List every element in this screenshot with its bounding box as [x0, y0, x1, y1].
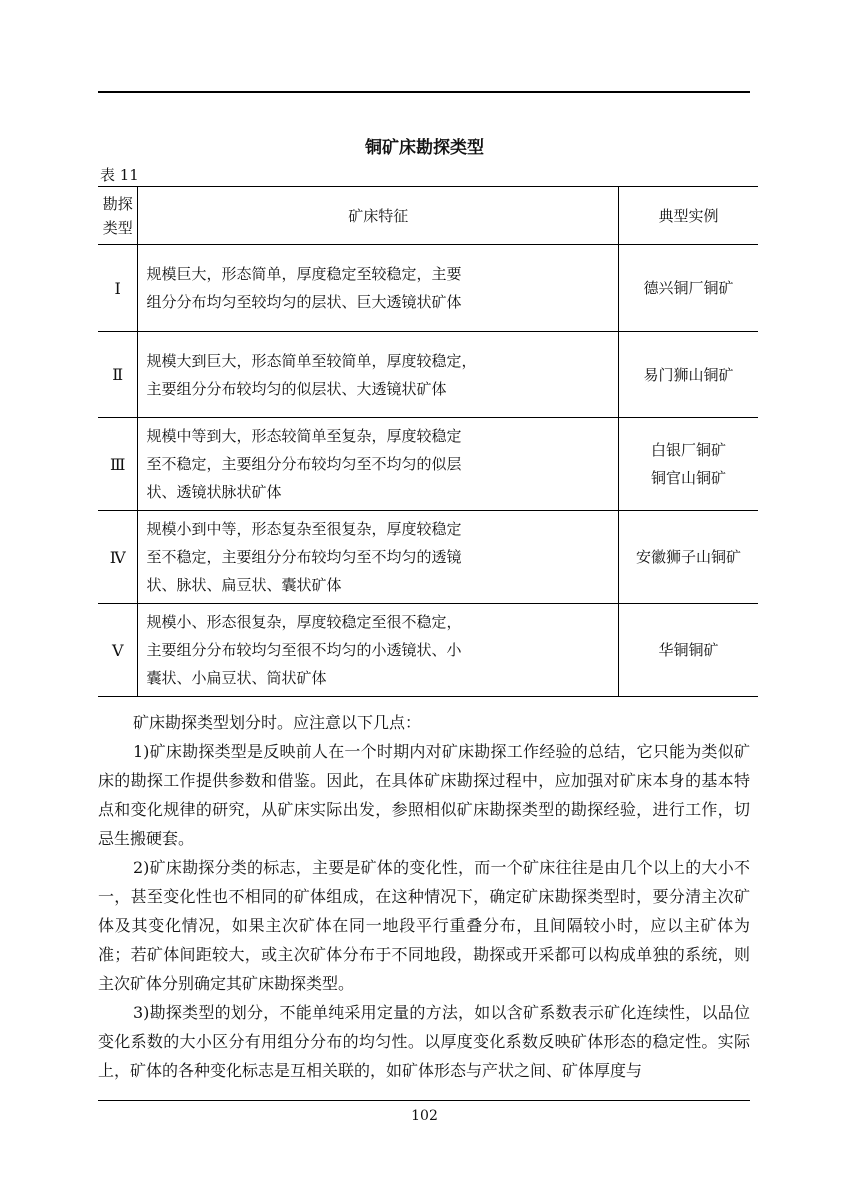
row-type: Ⅰ — [98, 245, 138, 332]
example-line: 华铜铜矿 — [658, 641, 719, 659]
row-feature — [138, 332, 619, 418]
example-line: 铜官山铜矿 — [650, 469, 726, 487]
body-text — [98, 708, 750, 1085]
row-feature — [138, 511, 619, 604]
exploration-type-table — [98, 186, 758, 697]
row-feature — [138, 604, 619, 697]
feature-line: 组分分布均匀至较均匀的层状、巨大透镜状矿体 — [146, 293, 462, 311]
row-feature — [138, 418, 619, 511]
example-line: 安徽狮子山铜矿 — [635, 548, 741, 566]
row-type: Ⅴ — [98, 604, 138, 697]
header-type-line1: 勘探 — [102, 194, 133, 213]
paragraph: 3)勘探类型的划分，不能单纯采用定量的方法，如以含矿系数表示矿化连续性，以品位变化系数的大小区分有用组分分布的均匀性。以厚度变化系数反映矿体形态的稳定性。实际上，矿体的各种变化标志是互相关联的，如矿体形态与产状之间、矿体厚度与 — [98, 1003, 750, 1080]
feature-line: 状、透镜状脉状矿体 — [146, 483, 282, 501]
row-type: Ⅲ — [98, 418, 138, 511]
row-example — [618, 511, 758, 604]
feature-line: 规模巨大，形态简单，厚度稳定至较稳定，主要 — [146, 265, 462, 283]
feature-line: 至不稳定，主要组分分布较均匀至不均匀的似层 — [146, 455, 462, 473]
table-row — [98, 245, 758, 332]
row-example — [618, 604, 758, 697]
row-example — [618, 332, 758, 418]
feature-line: 主要组分分布较均匀的似层状、大透镜状矿体 — [146, 379, 447, 398]
paragraph: 矿床勘探类型划分时。应注意以下几点： — [133, 713, 422, 732]
table-row — [98, 332, 758, 418]
table-header-row — [98, 187, 758, 245]
feature-line: 状、脉状、扁豆状、囊状矿体 — [146, 576, 342, 594]
row-example — [618, 418, 758, 511]
example-line: 易门狮山铜矿 — [643, 365, 734, 384]
table-row — [98, 511, 758, 604]
feature-line: 规模小到中等，形态复杂至很复杂，厚度较稳定 — [146, 520, 462, 538]
feature-line: 囊状、小扁豆状、筒状矿体 — [146, 669, 327, 687]
paragraph: 2)矿床勘探分类的标志，主要是矿体的变化性，而一个矿床往往是由几个以上的大小不一，甚至变化性也不相同的矿体组成，在这种情况下，确定矿床勘探类型时，要分清主次矿体及其变化情况，如果主次矿体在同一地段平行重叠分布，且间隔较小时，应以主矿体为准；若矿体间距较大，或主次矿体分布于不同地段，勘探或开采都可以构成单独的系统，则主次矿体分别确定其矿床勘探类型。 — [98, 858, 750, 993]
paragraph: 1)矿床勘探类型是反映前人在一个时期内对矿床勘探工作经验的总结，它只能为类似矿床的勘探工作提供参数和借鉴。因此，在具体矿床勘探过程中，应加强对矿床本身的基本特点和变化规律的研究，从矿床实际出发，参照相似矿床勘探类型的勘探经验，进行工作，切忌生搬硬套。 — [98, 742, 750, 848]
example-line: 德兴铜厂铜矿 — [643, 279, 734, 297]
header-type-line2: 类型 — [102, 218, 133, 237]
table-label: 表 11 — [100, 166, 139, 184]
footer-rule — [98, 1100, 750, 1101]
row-feature — [138, 245, 619, 332]
row-type: Ⅳ — [98, 511, 138, 604]
feature-line: 至不稳定，主要组分分布较均匀至不均匀的透镜 — [146, 548, 462, 566]
header-feature: 矿床特征 — [138, 187, 619, 245]
feature-line: 规模大到巨大，形态简单至较简单，厚度较稳定， — [146, 351, 477, 370]
table-row — [98, 418, 758, 511]
header-type — [98, 187, 138, 245]
feature-line: 主要组分分布较均匀至很不均匀的小透镜状、小 — [146, 641, 462, 659]
page-number: 102 — [411, 1108, 438, 1124]
table-row — [98, 604, 758, 697]
feature-line: 规模中等到大，形态较简单至复杂，厚度较稳定 — [146, 427, 462, 445]
table-body — [98, 245, 758, 697]
header-example: 典型实例 — [618, 187, 758, 245]
row-example — [618, 245, 758, 332]
row-type: Ⅱ — [98, 332, 138, 418]
feature-line: 规模小、形态很复杂，厚度较稳定至很不稳定， — [146, 613, 462, 631]
example-line: 白银厂铜矿 — [650, 441, 726, 459]
table-title: 铜矿床勘探类型 — [365, 138, 484, 158]
header-rule — [98, 91, 750, 93]
